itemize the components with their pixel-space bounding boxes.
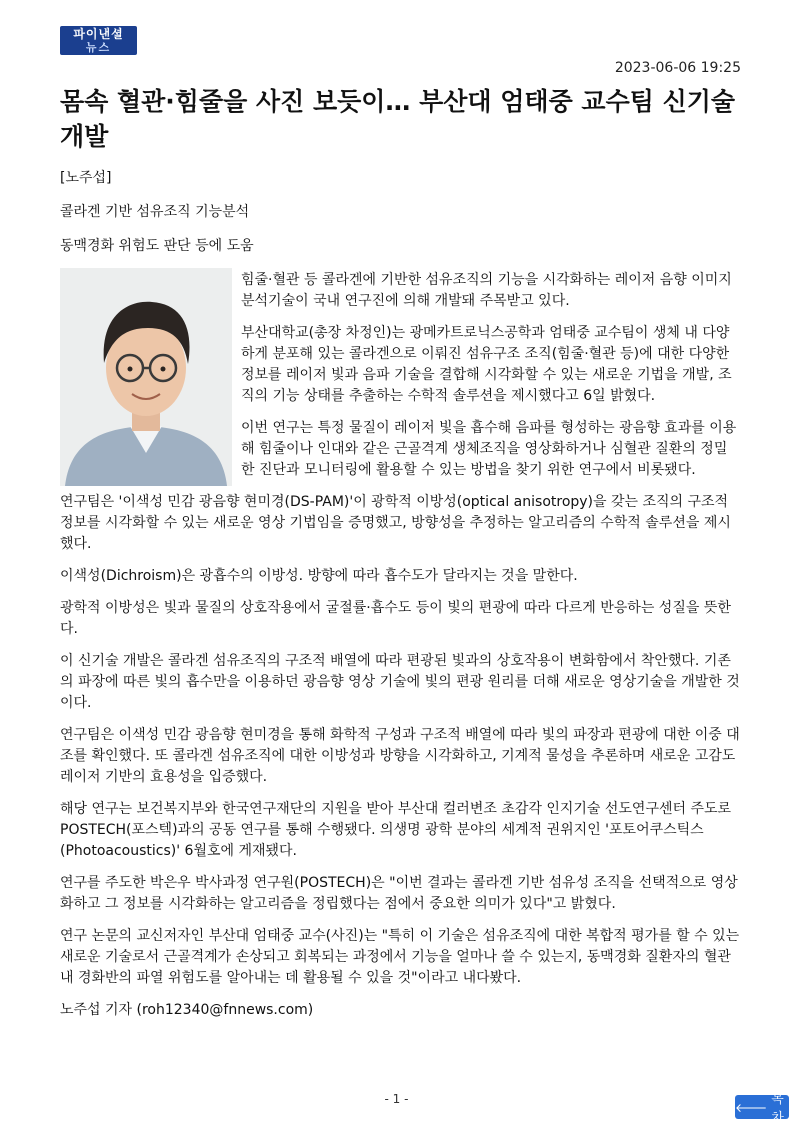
reporter-tag: [노주섭] xyxy=(60,170,112,186)
portrait-illustration xyxy=(60,268,232,486)
portrait-photo xyxy=(60,268,232,486)
article-body xyxy=(60,168,740,1032)
paragraph-2: 부산대학교(총장 차정인)는 광메카트로닉스공학과 엄태중 교수팀이 생체 내 다양하게 분포해 있는 콜라겐으로 이뤄진 섬유구조 조직(힘줄·혈관 등)에 대한 다양한 정보를 레이저 빛과 음파 기술을 결합해 시각화할 수 있는 새로운 기법을 개발, 조직의 기능 상태를 추출하는 수학적 솔루션을 제시했다고 6일 밝혔다. xyxy=(241,325,732,404)
publish-date: 2023-06-06 19:25 xyxy=(614,60,741,76)
logo-text-bottom: 뉴스 xyxy=(85,41,112,54)
paragraph-9: 해당 연구는 보건복지부와 한국연구재단의 지원을 받아 부산대 컬러변조 초감각 인지기술 선도연구센터 주도로 POSTECH(포스텍)과의 공동 연구를 통해 수행됐다. 의생명 광학 분야의 세계적 권위지인 '포토어쿠스틱스(Photoacoustics)' 6월호에 게재됐다. xyxy=(60,801,732,859)
paragraph-6: 광학적 이방성은 빛과 물질의 상호작용에서 굴절률·흡수도 등이 빛의 편광에 따라 다르게 반응하는 성질을 뜻한다. xyxy=(60,600,731,637)
paragraph-11: 연구 논문의 교신저자인 부산대 엄태중 교수(사진)는 "특히 이 기술은 섬유조직에 대한 복합적 평가를 할 수 있는 새로운 기술로서 근골격계가 손상되고 회복되는 과정에서 기능을 얼마나 쓸 수 있는지, 동맥경화 질환자의 혈관 내 경화반의 파열 위험도를 알아내는 데 활용될 수 있을 것"이라고 내다봤다. xyxy=(60,928,740,986)
paragraph-1: 힘줄·혈관 등 콜라겐에 기반한 섬유조직의 기능을 시각화하는 레이저 음향 이미지 분석기술이 국내 연구진에 의해 개발돼 주목받고 있다. xyxy=(241,272,732,309)
subhead-2: 동맥경화 위험도 판단 등에 도움 xyxy=(60,238,254,254)
paragraph-4: 연구팀은 '이색성 민감 광음향 현미경(DS-PAM)'이 광학적 이방성(optical anisotropy)을 갖는 조직의 구조적 정보를 시각화할 수 있는 새로운 영상 기법임을 증명했고, 방향성을 추정하는 알고리즘의 수학적 솔루션을 제시했다. xyxy=(60,494,731,552)
page-number: - 1 - xyxy=(384,1092,409,1106)
article-title: 몸속 혈관·힘줄을 사진 보듯이… 부산대 엄태중 교수팀 신기술 개발 xyxy=(60,87,736,151)
byline: 노주섭 기자 (roh12340@fnnews.com) xyxy=(60,1002,314,1018)
paragraph-5: 이색성(Dichroism)은 광흡수의 이방성. 방향에 따라 흡수도가 달라지는 것을 말한다. xyxy=(60,568,578,584)
toc-button[interactable] xyxy=(735,1092,789,1126)
back-arrow-icon: 🡐 xyxy=(735,1100,768,1115)
paragraph-7: 이 신기술 개발은 콜라겐 섬유조직의 구조적 배열에 따라 편광된 빛과의 상호작용이 변화함에서 착안했다. 기존의 파장에 따른 빛의 흡수만을 이용하던 광음향 영상 기술에 빛의 편광 원리를 더해 새로운 영상기술을 개발한 것이다. xyxy=(60,653,740,711)
toc-button-label: 목차 xyxy=(771,1092,784,1126)
logo-text-top: 파이낸셜 xyxy=(73,27,124,41)
paragraph-3: 이번 연구는 특정 물질이 레이저 빛을 흡수해 음파를 형성하는 광음향 효과를 이용해 힘줄이나 인대와 같은 근골격계 생체조직을 영상화하거나 심혈관 질환의 정밀한 진단과 모니터링에 활용할 수 있는 방법을 찾기 위한 연구에서 비롯됐다. xyxy=(241,420,737,478)
subhead-1: 콜라겐 기반 섬유조직 기능분석 xyxy=(60,204,250,220)
fnnews-logo xyxy=(60,26,137,55)
paragraph-10: 연구를 주도한 박은우 박사과정 연구원(POSTECH)은 "이번 결과는 콜라겐 기반 섬유성 조직을 선택적으로 영상화하고 그 정보를 시각화하는 알고리즘을 정립했다는 점에서 중요한 의미가 있다"고 밝혔다. xyxy=(60,875,738,912)
paragraph-8: 연구팀은 이색성 민감 광음향 현미경을 통해 화학적 구성과 구조적 배열에 따라 빛의 파장과 편광에 대한 이중 대조를 확인했다. 또 콜라겐 섬유조직에 대한 이방성과 방향을 시각화하고, 기계적 물성을 추론하며 새로운 고감도 레이저 기반의 효용성을 입증했다. xyxy=(60,727,740,785)
